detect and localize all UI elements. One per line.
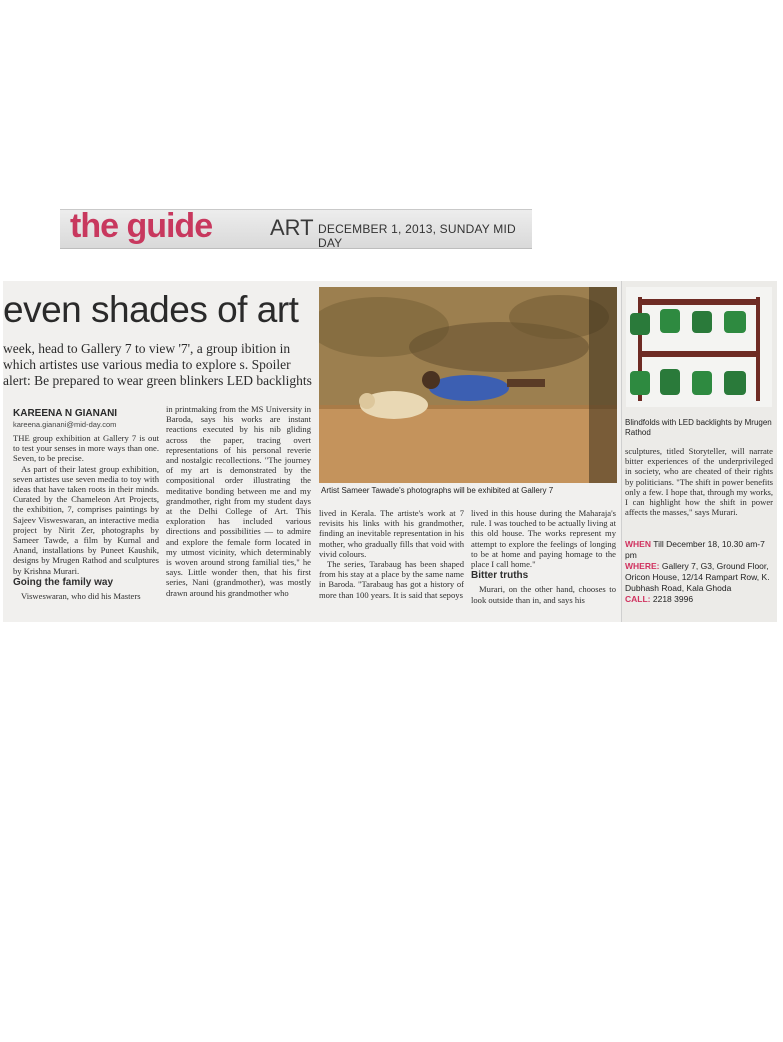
dateline: DECEMBER 1, 2013, SUNDAY MID DAY (318, 222, 516, 250)
event-info (625, 539, 775, 605)
when-value: Till December 18, 10.30 am-7 pm (625, 539, 765, 560)
article-column-2 (166, 404, 311, 598)
sidebar-text (625, 446, 773, 517)
blindfolds-photo (626, 287, 772, 407)
paragraph: sculptures, titled Storyteller, will narrate bitter experiences of the underprivileged in society, who are cheated of their rights by politicians. "The shift in power benefits only a few. I hope that, through my works, I can highlight how the shift in power affects the masses," says Murari. (625, 446, 773, 518)
paragraph: Murari, on the other hand, chooses to look outside than in, and says his (471, 584, 616, 605)
blindfolds-illustration (626, 287, 772, 407)
paragraph: lived in Kerala. The artiste's work at 7 revisits his links with his grandmother, finding an inevitable representation in his mother, who gradually fills that void with vivid colours. (319, 508, 464, 559)
call-value: 2218 3996 (652, 594, 694, 604)
sidebar-caption: Blindfolds with LED backlights by Mrugen Rathod (625, 418, 772, 437)
paragraph: The series, Tarabaug has been shaped from his stay at a place by the same name in Baroda. "Tarabaug has got a history of more than 100 years. It is said that sepoys (319, 559, 464, 600)
where-value: Gallery 7, G3, Ground Floor, Oricon House, 12/14 Rampart Row, K. Dubhash Road, Kala Ghoda (625, 561, 770, 593)
subhead: Going the family way (13, 576, 114, 588)
byline: KAREENA N GIANANI (13, 408, 118, 419)
paragraph: Visweswaran, who did his Masters (21, 591, 141, 602)
where-label: WHERE: (625, 561, 660, 571)
article-column-4 (471, 508, 616, 605)
when-label: WHEN (625, 539, 651, 549)
article-column-1 (13, 433, 159, 601)
section-label: ART (270, 215, 314, 240)
paragraph: lived in this house during the Maharaja's rule. I was touched to be actually living at this old house. The works represent my attempt to explore the feelings of longing to be at home and paying homage to the place I call home." (471, 508, 616, 570)
headline: even shades of art (3, 289, 299, 330)
byline-email: kareena.gianani@mid-day.com (13, 420, 117, 429)
standfirst: week, head to Gallery 7 to view '7', a group ibition in which artistes use various media to explore s. Spoiler alert: Be prepared to wear green blinkers LED backlights (3, 341, 312, 388)
call-label: CALL: (625, 594, 651, 604)
paragraph: THE group exhibition at Gallery 7 is out to test your senses in more ways than one. Seven, to be precise. (13, 433, 159, 464)
article-column-3 (319, 508, 464, 600)
paragraph: in printmaking from the MS University in Baroda, says his works are instant reactions executed by his nib gliding across the paper, tracing overt representations of his personal reverie and nostalgic recollections. "The journey of my art is demonstrated by the compositional order illustrating the meditative bonding between me and my grandmother, right from my student days at the Delhi College of Art. This exploration has included various directions and possibilities — to admire and explore the female form located in my utmost vicinity, which determinably is woven around strong familial ties," he says. Little wonder then, that his first series, Nani (grandmother), was mostly drawn around his grandmother who (166, 404, 311, 598)
brand-logo: the guide (70, 207, 213, 245)
subhead: Bitter truths (471, 570, 529, 582)
sidebar (621, 281, 777, 622)
newspaper-clipping (3, 281, 777, 622)
photo-illustration (319, 287, 617, 483)
paragraph: As part of their latest group exhibition, seven artistes use seven media to toy with ideas that have taken roots in their minds. Curated by the Chameleon Art Projects, the exhibition, 7, comprises paintings by Sajeev Visweswaran, an interactive media project by Nirit Zer, photographs by Sameer Tawde, a film by Kurnal and Anand, installations by Puneet Kaushik, designs by Mrugen Rathod and sculptures by Krishna Murari. (13, 463, 159, 576)
masthead (60, 209, 532, 249)
photo-caption: Artist Sameer Tawade's photographs will be exhibited at Gallery 7 (321, 486, 554, 495)
article-photo (319, 287, 617, 483)
